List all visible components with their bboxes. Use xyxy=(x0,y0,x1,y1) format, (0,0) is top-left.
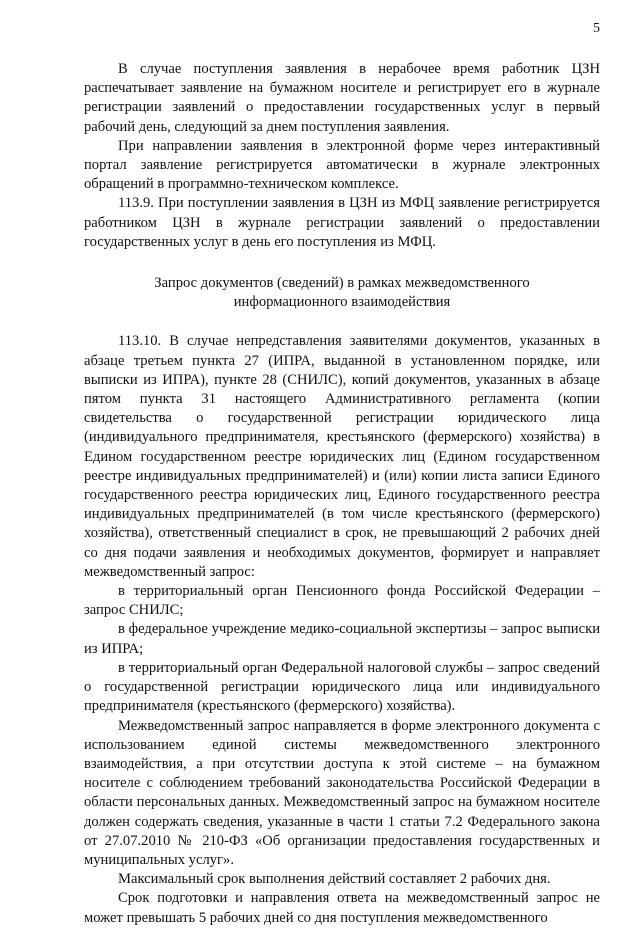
paragraph: в территориальный орган Пенсионного фонда Российской Федерации – запрос СНИЛС; xyxy=(84,583,600,619)
section-heading-line: информационного взаимодействия xyxy=(233,294,451,311)
document-body xyxy=(84,60,600,928)
paragraph: 113.10. В случае непредставления заявителями документов, указанных в абзаце третьем пункта 27 (ИПРА, выданной в установленном порядке, или выписки из ИПРА), пункте 28 (СНИЛС), копий документов, указанных в абзаце пятом пункта 31 настоящего Административного регламента (копии свидетельства о государственной регистрации юридического лица (индивидуального предпринимателя, крестьянского (фермерского) хозяйства) в Едином государственном реестре юридических лиц (Едином государственном реестре индивидуальных предпринимателей) и (или) копии листа записи Единого государственного реестра юридических лиц, Единого государственного реестра индивидуальных предпринимателей (в том числе крестьянского (фермерского) хозяйства), ответственный специалист в срок, не превышающий 2 рабочих дней со дня подачи заявления и необходимых документов, формирует и направляет межведомственный запрос: xyxy=(84,333,600,580)
paragraph: в территориальный орган Федеральной налоговой службы – запрос сведений о государственной регистрации юридического лица или индивидуального предпринимателя (крестьянского (фермерского) хозяйства). xyxy=(84,659,600,715)
paragraph: Максимальный срок выполнения действий составляет 2 рабочих дня. xyxy=(118,871,551,888)
paragraph: Межведомственный запрос направляется в форме электронного документа с использованием единой системы межведомственного электронного взаимодействия, а при отсутствии доступа к этой системе – на бумажном носителе с соблюдением требований законодательства Российской Федерации в области персональных данных. Межведомственный запрос на бумажном носителе должен содержать сведения, указанные в части 1 статьи 7.2 Федерального закона от 27.07.2010 № 210-ФЗ «Об организации предоставления государственных и муниципальных услуг». xyxy=(84,717,600,868)
paragraph: При направлении заявления в электронной форме через интерактивный портал заявление регистрируется автоматически в журнале электронных обращений в программно-техническом комплексе. xyxy=(84,137,600,193)
paragraph: Срок подготовки и направления ответа на межведомственный запрос не может превышать 5 рабочих дней со дня поступления межведомственного xyxy=(84,890,600,926)
paragraph: 113.9. При поступлении заявления в ЦЗН из МФЦ заявление регистрируется работником ЦЗН в журнале регистрации заявлений о предоставлении государственных услуг в день его поступления из МФЦ. xyxy=(84,195,600,250)
paragraph: в федеральное учреждение медико-социальной экспертизы – запрос выписки из ИПРА; xyxy=(84,621,600,657)
section-heading-line: Запрос документов (сведений) в рамках межведомственного xyxy=(154,275,530,292)
section-heading xyxy=(84,274,600,312)
paragraph: В случае поступления заявления в нерабочее время работник ЦЗН распечатывает заявление на бумажном носителе и регистрирует его в журнале регистрации заявлений о предоставлении государственных услуг в первый рабочий день, следующий за днем поступления заявления. xyxy=(84,61,600,135)
page-number: 5 xyxy=(593,21,600,36)
